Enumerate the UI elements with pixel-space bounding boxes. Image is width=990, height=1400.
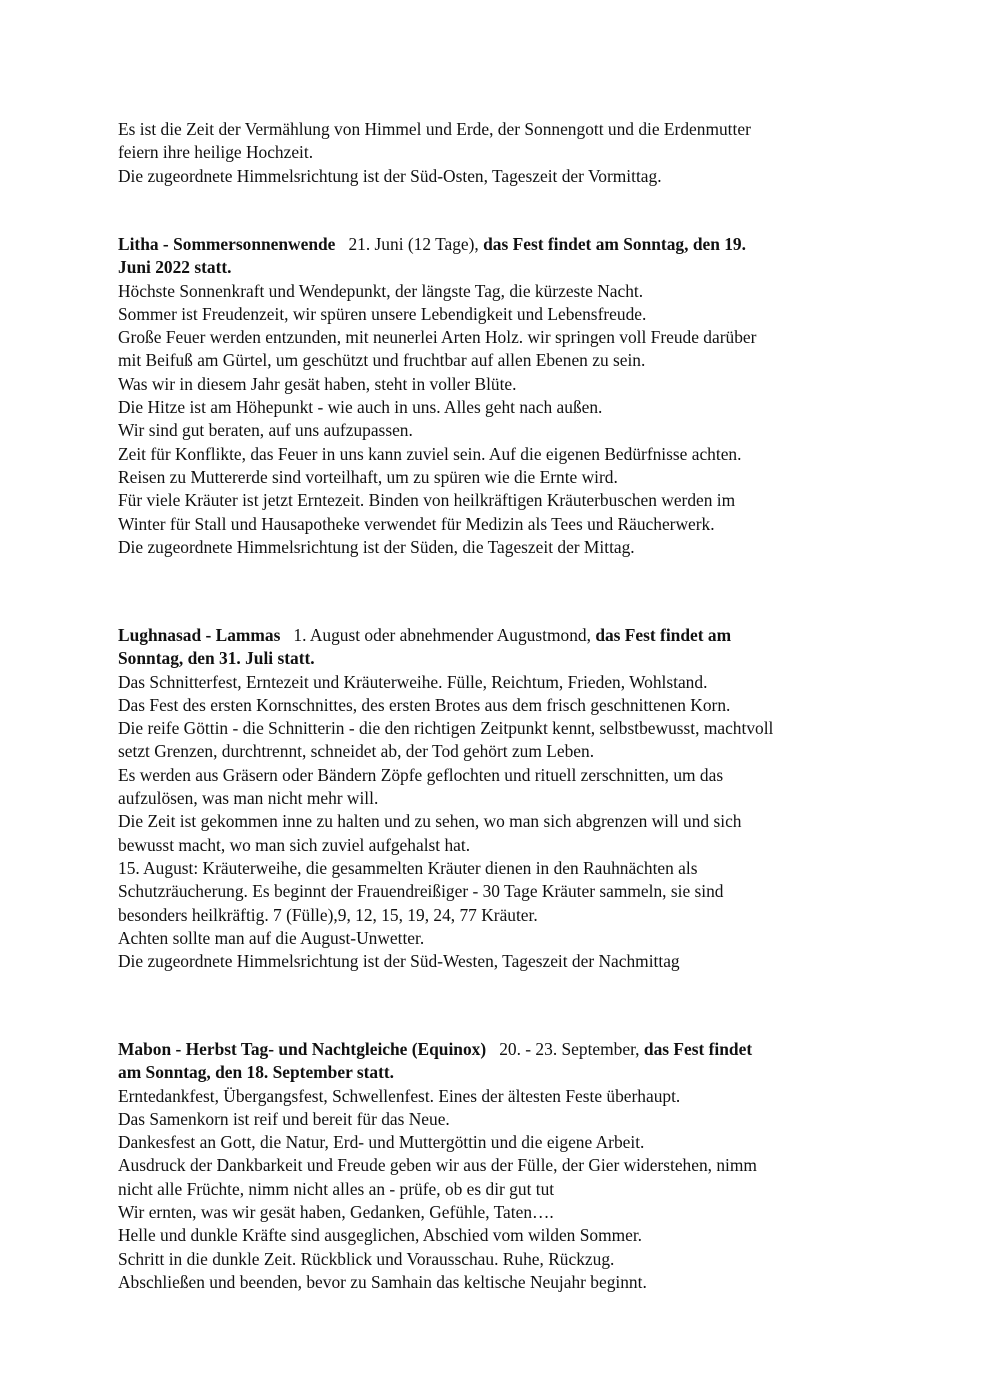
text-line: Die zugeordnete Himmelsrichtung ist der Süden, die Tageszeit der Mittag. bbox=[118, 536, 635, 557]
text-line: besonders heilkräftig. 7 (Fülle),9, 12, 15, 19, 24, 77 Kräuter. bbox=[118, 904, 538, 925]
fest-date-continued: Sonntag, den 31. Juli statt. bbox=[118, 648, 315, 669]
section-heading bbox=[118, 233, 888, 256]
intro-section bbox=[118, 118, 888, 188]
text-line: Abschließen und beenden, bevor zu Samhain das keltische Neujahr beginnt. bbox=[118, 1271, 647, 1292]
text-line: Die Zeit ist gekommen inne zu halten und zu sehen, wo man sich abgrenzen will und sich bbox=[118, 811, 742, 832]
text-line: Die zugeordnete Himmelsrichtung ist der Süd-Osten, Tageszeit der Vormittag. bbox=[118, 165, 662, 186]
section-date: 21. Juni (12 Tage), bbox=[348, 234, 479, 254]
section-heading bbox=[118, 1038, 888, 1061]
text-line: Für viele Kräuter ist jetzt Erntezeit. Binden von heilkräftigen Kräuterbuschen werden im bbox=[118, 490, 736, 511]
mabon-section bbox=[118, 1038, 888, 1294]
section-heading bbox=[118, 624, 888, 647]
text-line: Winter für Stall und Hausapotheke verwendet für Medizin als Tees und Räucherwerk. bbox=[118, 513, 715, 534]
text-line: Die zugeordnete Himmelsrichtung ist der Süd-Westen, Tageszeit der Nachmittag bbox=[118, 951, 680, 972]
text-line: setzt Grenzen, durchtrennt, schneidet ab, der Tod gehört zum Leben. bbox=[118, 741, 595, 762]
section-title: Mabon - Herbst Tag- und Nachtgleiche (Equinox) bbox=[118, 1039, 487, 1059]
fest-date: das Fest findet am bbox=[595, 625, 732, 645]
text-line: Schutzräucherung. Es beginnt der Frauendreißiger - 30 Tage Kräuter sammeln, sie sind bbox=[118, 881, 724, 902]
text-line: Dankesfest an Gott, die Natur, Erd- und Muttergöttin und die eigene Arbeit. bbox=[118, 1132, 645, 1153]
text-line: Sommer ist Freudenzeit, wir spüren unsere Lebendigkeit und Lebensfreude. bbox=[118, 303, 647, 324]
text-line: Schritt in die dunkle Zeit. Rückblick und Vorausschau. Ruhe, Rückzug. bbox=[118, 1248, 615, 1269]
fest-date: das Fest findet am Sonntag, den 19. bbox=[483, 234, 746, 254]
text-line: mit Beifuß am Gürtel, um geschützt und fruchtbar auf allen Ebenen zu sein. bbox=[118, 350, 646, 371]
text-line: Es werden aus Gräsern oder Bändern Zöpfe geflochten und rituell zerschnitten, um das bbox=[118, 764, 724, 785]
text-line: Das Schnitterfest, Erntezeit und Kräuterweihe. Fülle, Reichtum, Frieden, Wohlstand. bbox=[118, 671, 708, 692]
text-line: Die reife Göttin - die Schnitterin - die den richtigen Zeitpunkt kennt, selbstbewusst, machtvoll bbox=[118, 718, 774, 739]
section-title: Lughnasad - Lammas bbox=[118, 625, 281, 645]
text-line: Wir sind gut beraten, auf uns aufzupassen. bbox=[118, 420, 413, 441]
text-line: Achten sollte man auf die August-Unwetter. bbox=[118, 927, 425, 948]
text-line: aufzulösen, was man nicht mehr will. bbox=[118, 788, 379, 809]
text-line: Was wir in diesem Jahr gesät haben, steht in voller Blüte. bbox=[118, 373, 517, 394]
text-line: Reisen zu Muttererde sind vorteilhaft, um zu spüren wie die Ernte wird. bbox=[118, 466, 618, 487]
text-line: bewusst macht, wo man sich zuviel aufgehalst hat. bbox=[118, 834, 471, 855]
text-line: feiern ihre heilige Hochzeit. bbox=[118, 142, 314, 163]
text-line: Wir ernten, was wir gesät haben, Gedanken, Gefühle, Taten…. bbox=[118, 1202, 554, 1223]
text-line: 15. August: Kräuterweihe, die gesammelten Kräuter dienen in den Rauhnächten als bbox=[118, 857, 698, 878]
section-date: 1. August oder abnehmender Augustmond, bbox=[293, 625, 591, 645]
text-line: Ausdruck der Dankbarkeit und Freude geben wir aus der Fülle, der Gier widerstehen, nimm bbox=[118, 1155, 757, 1176]
text-line: Das Fest des ersten Kornschnittes, des ersten Brotes aus dem frisch geschnittenen Korn. bbox=[118, 694, 731, 715]
text-line: Erntedankfest, Übergangsfest, Schwellenfest. Eines der ältesten Feste überhaupt. bbox=[118, 1085, 681, 1106]
text-line: Es ist die Zeit der Vermählung von Himmel und Erde, der Sonnengott und die Erdenmutter bbox=[118, 119, 751, 139]
fest-date-continued: am Sonntag, den 18. September statt. bbox=[118, 1062, 394, 1083]
text-line: Zeit für Konflikte, das Feuer in uns kann zuviel sein. Auf die eigenen Bedürfnisse achten. bbox=[118, 443, 742, 464]
fest-date-continued: Juni 2022 statt. bbox=[118, 257, 232, 278]
section-date: 20. - 23. September, bbox=[499, 1039, 640, 1059]
litha-section bbox=[118, 233, 888, 559]
text-line: Die Hitze ist am Höhepunkt - wie auch in uns. Alles geht nach außen. bbox=[118, 397, 603, 418]
text-line: Große Feuer werden entzunden, mit neunerlei Arten Holz. wir springen voll Freude darüber bbox=[118, 327, 757, 348]
text-line: Höchste Sonnenkraft und Wendepunkt, der längste Tag, die kürzeste Nacht. bbox=[118, 280, 644, 301]
text-line: Helle und dunkle Kräfte sind ausgeglichen, Abschied vom wilden Sommer. bbox=[118, 1225, 643, 1246]
lughnasad-section bbox=[118, 624, 888, 973]
text-line: Das Samenkorn ist reif und bereit für das Neue. bbox=[118, 1108, 450, 1129]
text-line: nicht alle Früchte, nimm nicht alles an - prüfe, ob es dir gut tut bbox=[118, 1178, 555, 1199]
section-title: Litha - Sommersonnenwende bbox=[118, 234, 336, 254]
fest-date: das Fest findet bbox=[643, 1039, 753, 1059]
